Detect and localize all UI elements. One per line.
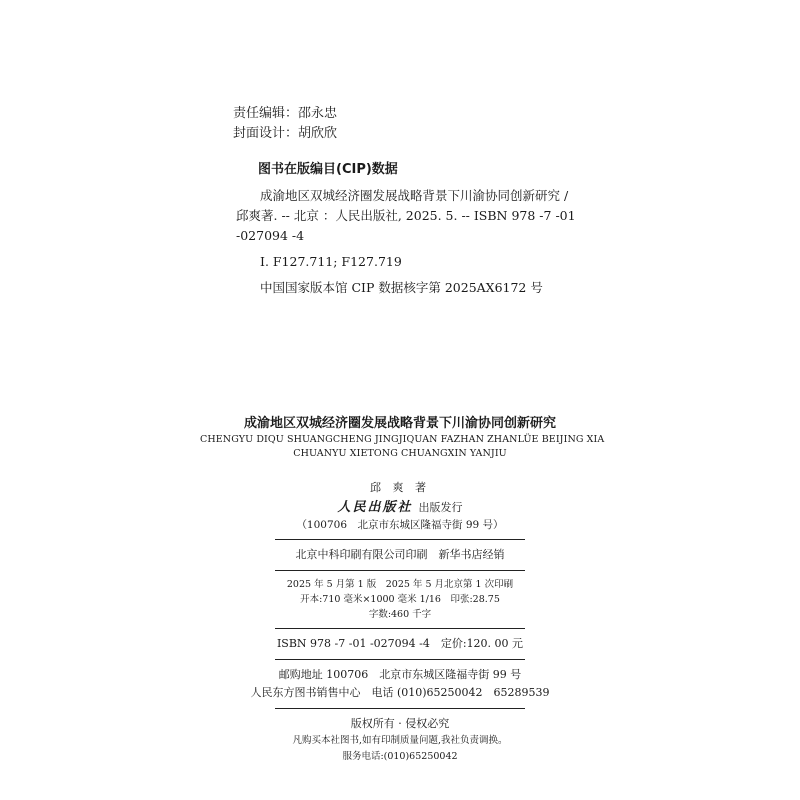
publisher-logo: 人民出版社	[337, 500, 413, 515]
isbn-price: ISBN 978 -7 -01 -027094 -4 定价:120. 00 元	[276, 637, 524, 650]
format-info: 开本:710 毫米×1000 毫米 1/16 印张:28.75	[300, 594, 500, 605]
publisher-suffix: 出版发行	[418, 501, 463, 514]
quality-note: 凡购买本社图书,如有印制质量问题,我社负责调换。	[292, 735, 508, 746]
pinyin-title-line-1: CHENGYU DIQU SHUANGCHENG JINGJIQUAN FAZHAN ZHANLÜE BEIJING XIA	[200, 434, 605, 445]
service-phone: 服务电话:(010)65250042	[342, 751, 458, 762]
cip-record	[236, 186, 576, 298]
cip-check-number: 中国国家版本馆 CIP 数据核字第 2025AX6172 号	[260, 280, 543, 295]
credits-block	[233, 104, 337, 144]
edition-block	[200, 571, 600, 628]
isbn-block	[200, 629, 600, 659]
cip-line-3: -027094 -4	[236, 228, 305, 243]
cip-title: 图书在版编目(CIP)数据	[258, 162, 398, 177]
cover-designer: 封面设计：胡欣欣	[233, 126, 338, 141]
word-count: 字数:460 千字	[368, 609, 432, 620]
cip-line-2: 邱爽著. -- 北京 ：人民出版社, 2025. 5. -- ISBN 978 -7 -01	[236, 208, 576, 223]
book-title: 成渝地区双城经济圈发展战略背景下川渝协同创新研究	[243, 416, 556, 431]
edition-info: 2025 年 5 月第 1 版 2025 年 5 月北京第 1 次印刷	[286, 579, 514, 590]
publisher-line	[200, 499, 600, 517]
author: 邱 爽 著	[370, 481, 430, 494]
rights-statement: 版权所有 · 侵权必究	[350, 717, 450, 730]
mail-address: 邮购地址 100706 北京市东城区隆福寺街 99 号	[278, 668, 522, 681]
printing-block	[200, 540, 600, 570]
publisher-address: （100706 北京市东城区隆福寺街 99 号）	[296, 519, 504, 531]
divider	[275, 708, 525, 709]
mail-block	[200, 660, 600, 708]
sales-center: 人民东方图书销售中心 电话 (010)65250042 65289539	[250, 686, 550, 699]
printer-info: 北京中科印刷有限公司印刷 新华书店经销	[295, 548, 505, 561]
colophon	[200, 415, 605, 765]
cip-classification: Ⅰ. F127.711; F127.719	[260, 254, 402, 269]
cip-line-1: 成渝地区双城经济圈发展战略背景下川渝协同创新研究 /	[260, 188, 569, 203]
pinyin-title-line-2: CHUANYU XIETONG CHUANGXIN YANJIU	[293, 448, 507, 459]
responsible-editor: 责任编辑：邵永忠	[233, 106, 338, 121]
